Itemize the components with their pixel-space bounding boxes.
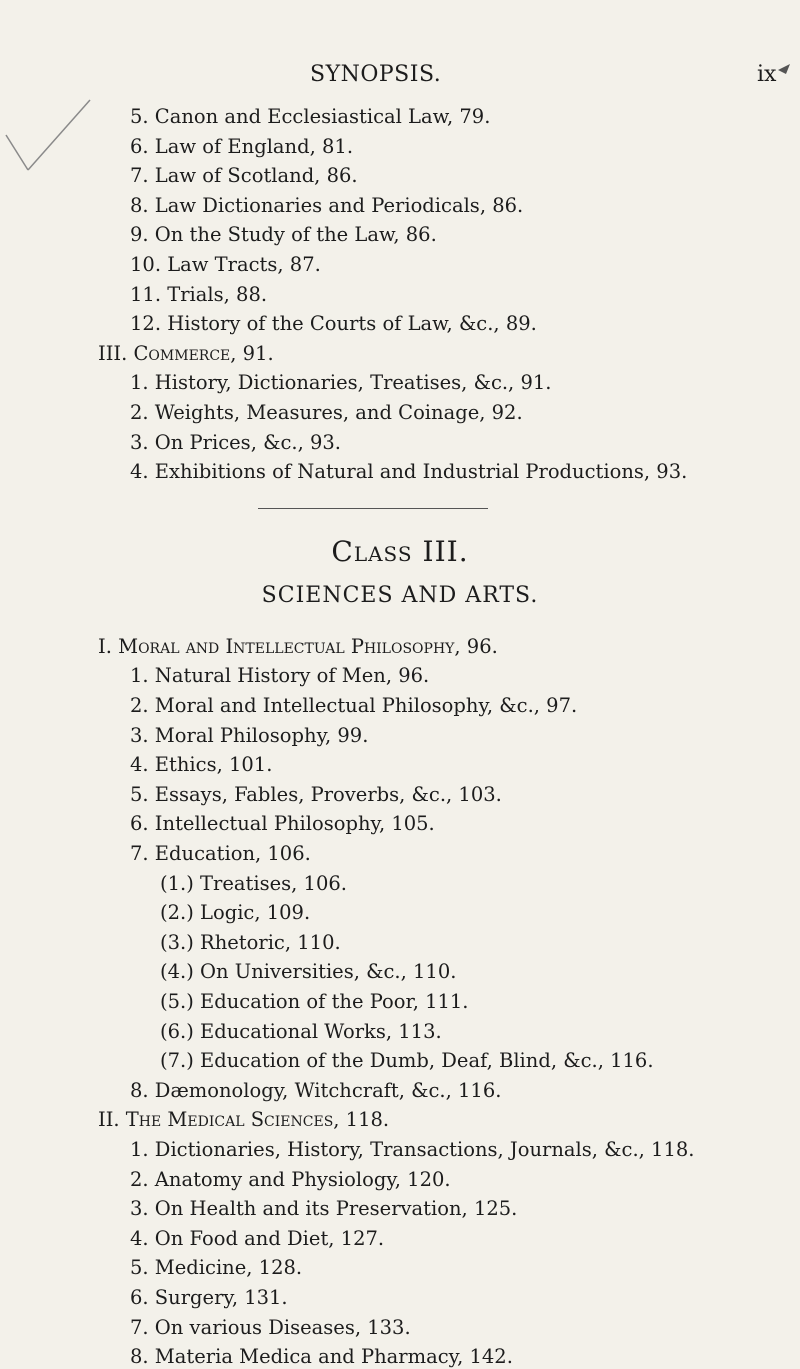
running-title: SYNOPSIS. xyxy=(310,62,442,87)
divider xyxy=(258,508,488,509)
list-item: 5. Medicine, 128. xyxy=(130,1256,303,1280)
list-item: 8. Materia Medica and Pharmacy, 142. xyxy=(130,1345,513,1369)
section-heading-commerce: III. Commerce, 91. xyxy=(98,341,274,365)
section-heading-medical: II. The Medical Sciences, 118. xyxy=(98,1108,390,1132)
list-item: 5. Canon and Ecclesiastical Law, 79. xyxy=(130,105,491,128)
list-item: 1. Natural History of Men, 96. xyxy=(130,664,430,688)
list-item: 2. Weights, Measures, and Coinage, 92. xyxy=(130,401,523,424)
sub-list-item: (2.) Logic, 109. xyxy=(160,901,311,925)
page-number: ix xyxy=(757,62,777,87)
list-item: 6. Law of England, 81. xyxy=(130,134,354,158)
class-title: Class III. xyxy=(331,534,469,568)
list-item: 2. Anatomy and Physiology, 120. xyxy=(130,1167,451,1191)
list-item: 4. On Food and Diet, 127. xyxy=(130,1226,385,1250)
list-item: 2. Moral and Intellectual Philosophy, &c., 97. xyxy=(130,694,578,717)
list-item: 10. Law Tracts, 87. xyxy=(130,253,321,276)
section-heading-moral: I. Moral and Intellectual Philosophy, 96. xyxy=(98,634,498,658)
sub-list-item: (6.) Educational Works, 113. xyxy=(160,1019,442,1043)
list-item: 7. On various Diseases, 133. xyxy=(130,1315,411,1339)
list-item: 12. History of the Courts of Law, &c., 89. xyxy=(130,312,537,336)
sub-list-item: (4.) On Universities, &c., 110. xyxy=(160,960,457,984)
list-item: 8. Dæmonology, Witchcraft, &c., 116. xyxy=(130,1078,502,1102)
pencil-mark-icon xyxy=(0,0,800,180)
list-item: 7. Law of Scotland, 86. xyxy=(130,164,358,188)
sub-list-item: (5.) Education of the Poor, 111. xyxy=(160,990,469,1013)
list-item: 4. Ethics, 101. xyxy=(130,753,273,777)
list-item: 3. Moral Philosophy, 99. xyxy=(130,723,369,747)
list-item: 1. Dictionaries, History, Transactions, Journals, &c., 118. xyxy=(130,1138,695,1161)
list-item: 3. On Prices, &c., 93. xyxy=(130,430,341,454)
list-item: 3. On Health and its Preservation, 125. xyxy=(130,1197,518,1221)
list-item: 9. On the Study of the Law, 86. xyxy=(130,223,437,247)
sub-list-item: (1.) Treatises, 106. xyxy=(160,871,347,895)
sub-list-item: (7.) Education of the Dumb, Deaf, Blind, &c., 116. xyxy=(160,1049,654,1073)
sub-list-item: (3.) Rhetoric, 110. xyxy=(160,930,341,954)
list-item: 6. Intellectual Philosophy, 105. xyxy=(130,812,435,836)
list-item: 11. Trials, 88. xyxy=(130,282,268,306)
list-item: 1. History, Dictionaries, Treatises, &c., 91. xyxy=(130,371,552,395)
list-item: 8. Law Dictionaries and Periodicals, 86. xyxy=(130,193,524,217)
list-item: 7. Education, 106. xyxy=(130,842,311,865)
list-item: 5. Essays, Fables, Proverbs, &c., 103. xyxy=(130,782,502,806)
class-subtitle: SCIENCES AND ARTS. xyxy=(261,582,539,608)
list-item: 6. Surgery, 131. xyxy=(130,1286,288,1309)
list-item: 4. Exhibitions of Natural and Industrial Productions, 93. xyxy=(130,460,688,484)
